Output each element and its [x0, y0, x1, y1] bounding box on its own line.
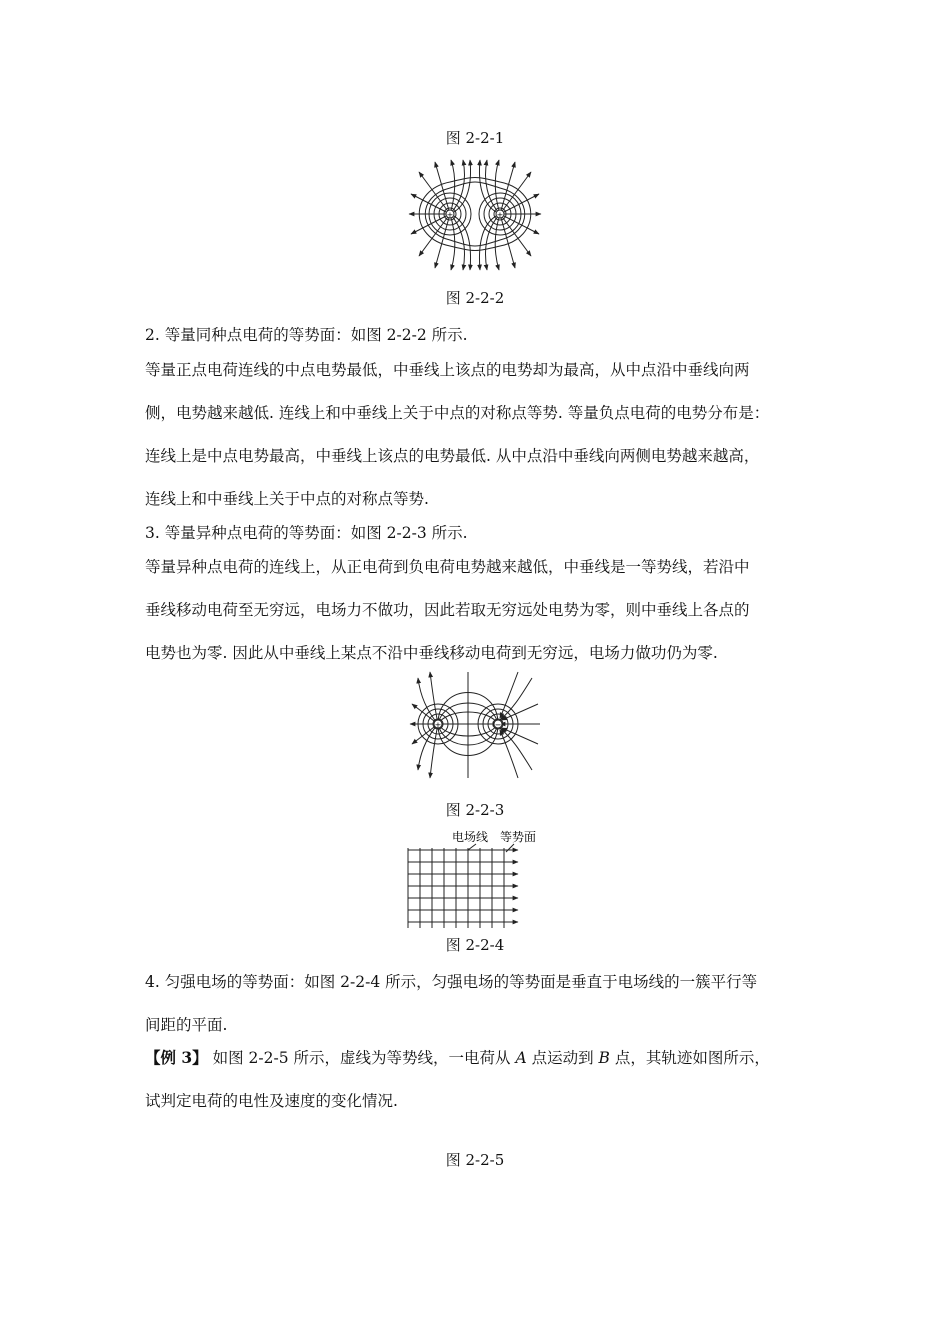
label-equipotential: 等势面: [500, 830, 537, 844]
section-2-line: 连线上是中点电势最高，中垂线上该点的电势最低. 从中点沿中垂线向两侧电势越来越高，: [145, 447, 760, 465]
example-3-line: 试判定电荷的电性及速度的变化情况.: [145, 1092, 398, 1110]
example-text: 点运动到: [526, 1049, 599, 1067]
section-4-heading: 4. 匀强电场的等势面：如图 2-2-4 所示，匀强电场的等势面是垂直于电场线的一簇平行等: [145, 973, 758, 991]
example-text: 如图 2-2-5 所示，虚线为等势线，一电荷从: [207, 1049, 516, 1067]
figure-opposite-charges: [408, 670, 543, 782]
section-2-heading: 2. 等量同种点电荷的等势面：如图 2-2-2 所示.: [145, 326, 468, 344]
figure-caption-2-2-5: 图 2-2-5: [445, 1151, 505, 1169]
point-b: B: [598, 1049, 610, 1067]
example-text: 点，其轨迹如图所示，: [609, 1049, 770, 1067]
figure-caption-2-2-2: 图 2-2-2: [445, 289, 505, 307]
example-tag: 【例 3】: [145, 1048, 208, 1067]
charge-sign: −: [494, 720, 502, 730]
section-3-line: 垂线移动电荷至无穷远，电场力不做功，因此若取无穷远处电势为零，则中垂线上各点的: [145, 601, 750, 619]
section-3-heading: 3. 等量异种点电荷的等势面：如图 2-2-3 所示.: [145, 524, 468, 542]
section-3-line: 等量异种点电荷的连线上，从正电荷到负电荷电势越来越低，中垂线是一等势线，若沿中: [145, 558, 750, 576]
figure-caption-2-2-1: 图 2-2-1: [445, 129, 505, 147]
figure-like-charges: [405, 158, 545, 273]
charge-sign: +: [434, 720, 442, 730]
section-4-line: 间距的平面.: [145, 1016, 228, 1034]
label-field-line: 电场线: [452, 830, 489, 844]
section-2-line: 连线上和中垂线上关于中点的对称点等势.: [145, 490, 429, 508]
point-a: A: [515, 1049, 527, 1067]
charge-sign: +: [496, 210, 504, 220]
figure-caption-2-2-3: 图 2-2-3: [445, 801, 505, 819]
section-2-line: 等量正点电荷连线的中点电势最低，中垂线上该点的电势却为最高，从中点沿中垂线向两: [145, 361, 750, 379]
example-3-line: [145, 1048, 815, 1068]
charge-sign: +: [446, 210, 454, 220]
figure-uniform-field: [404, 826, 549, 932]
section-3-line: 电势也为零. 因此从中垂线上某点不沿中垂线移动电荷到无穷远，电场力做功仍为零.: [145, 644, 718, 662]
figure-caption-2-2-4: 图 2-2-4: [445, 936, 505, 954]
section-2-line: 侧，电势越来越低. 连线上和中垂线上关于中点的对称点等势. 等量负点电荷的电势分布是：: [145, 404, 770, 422]
